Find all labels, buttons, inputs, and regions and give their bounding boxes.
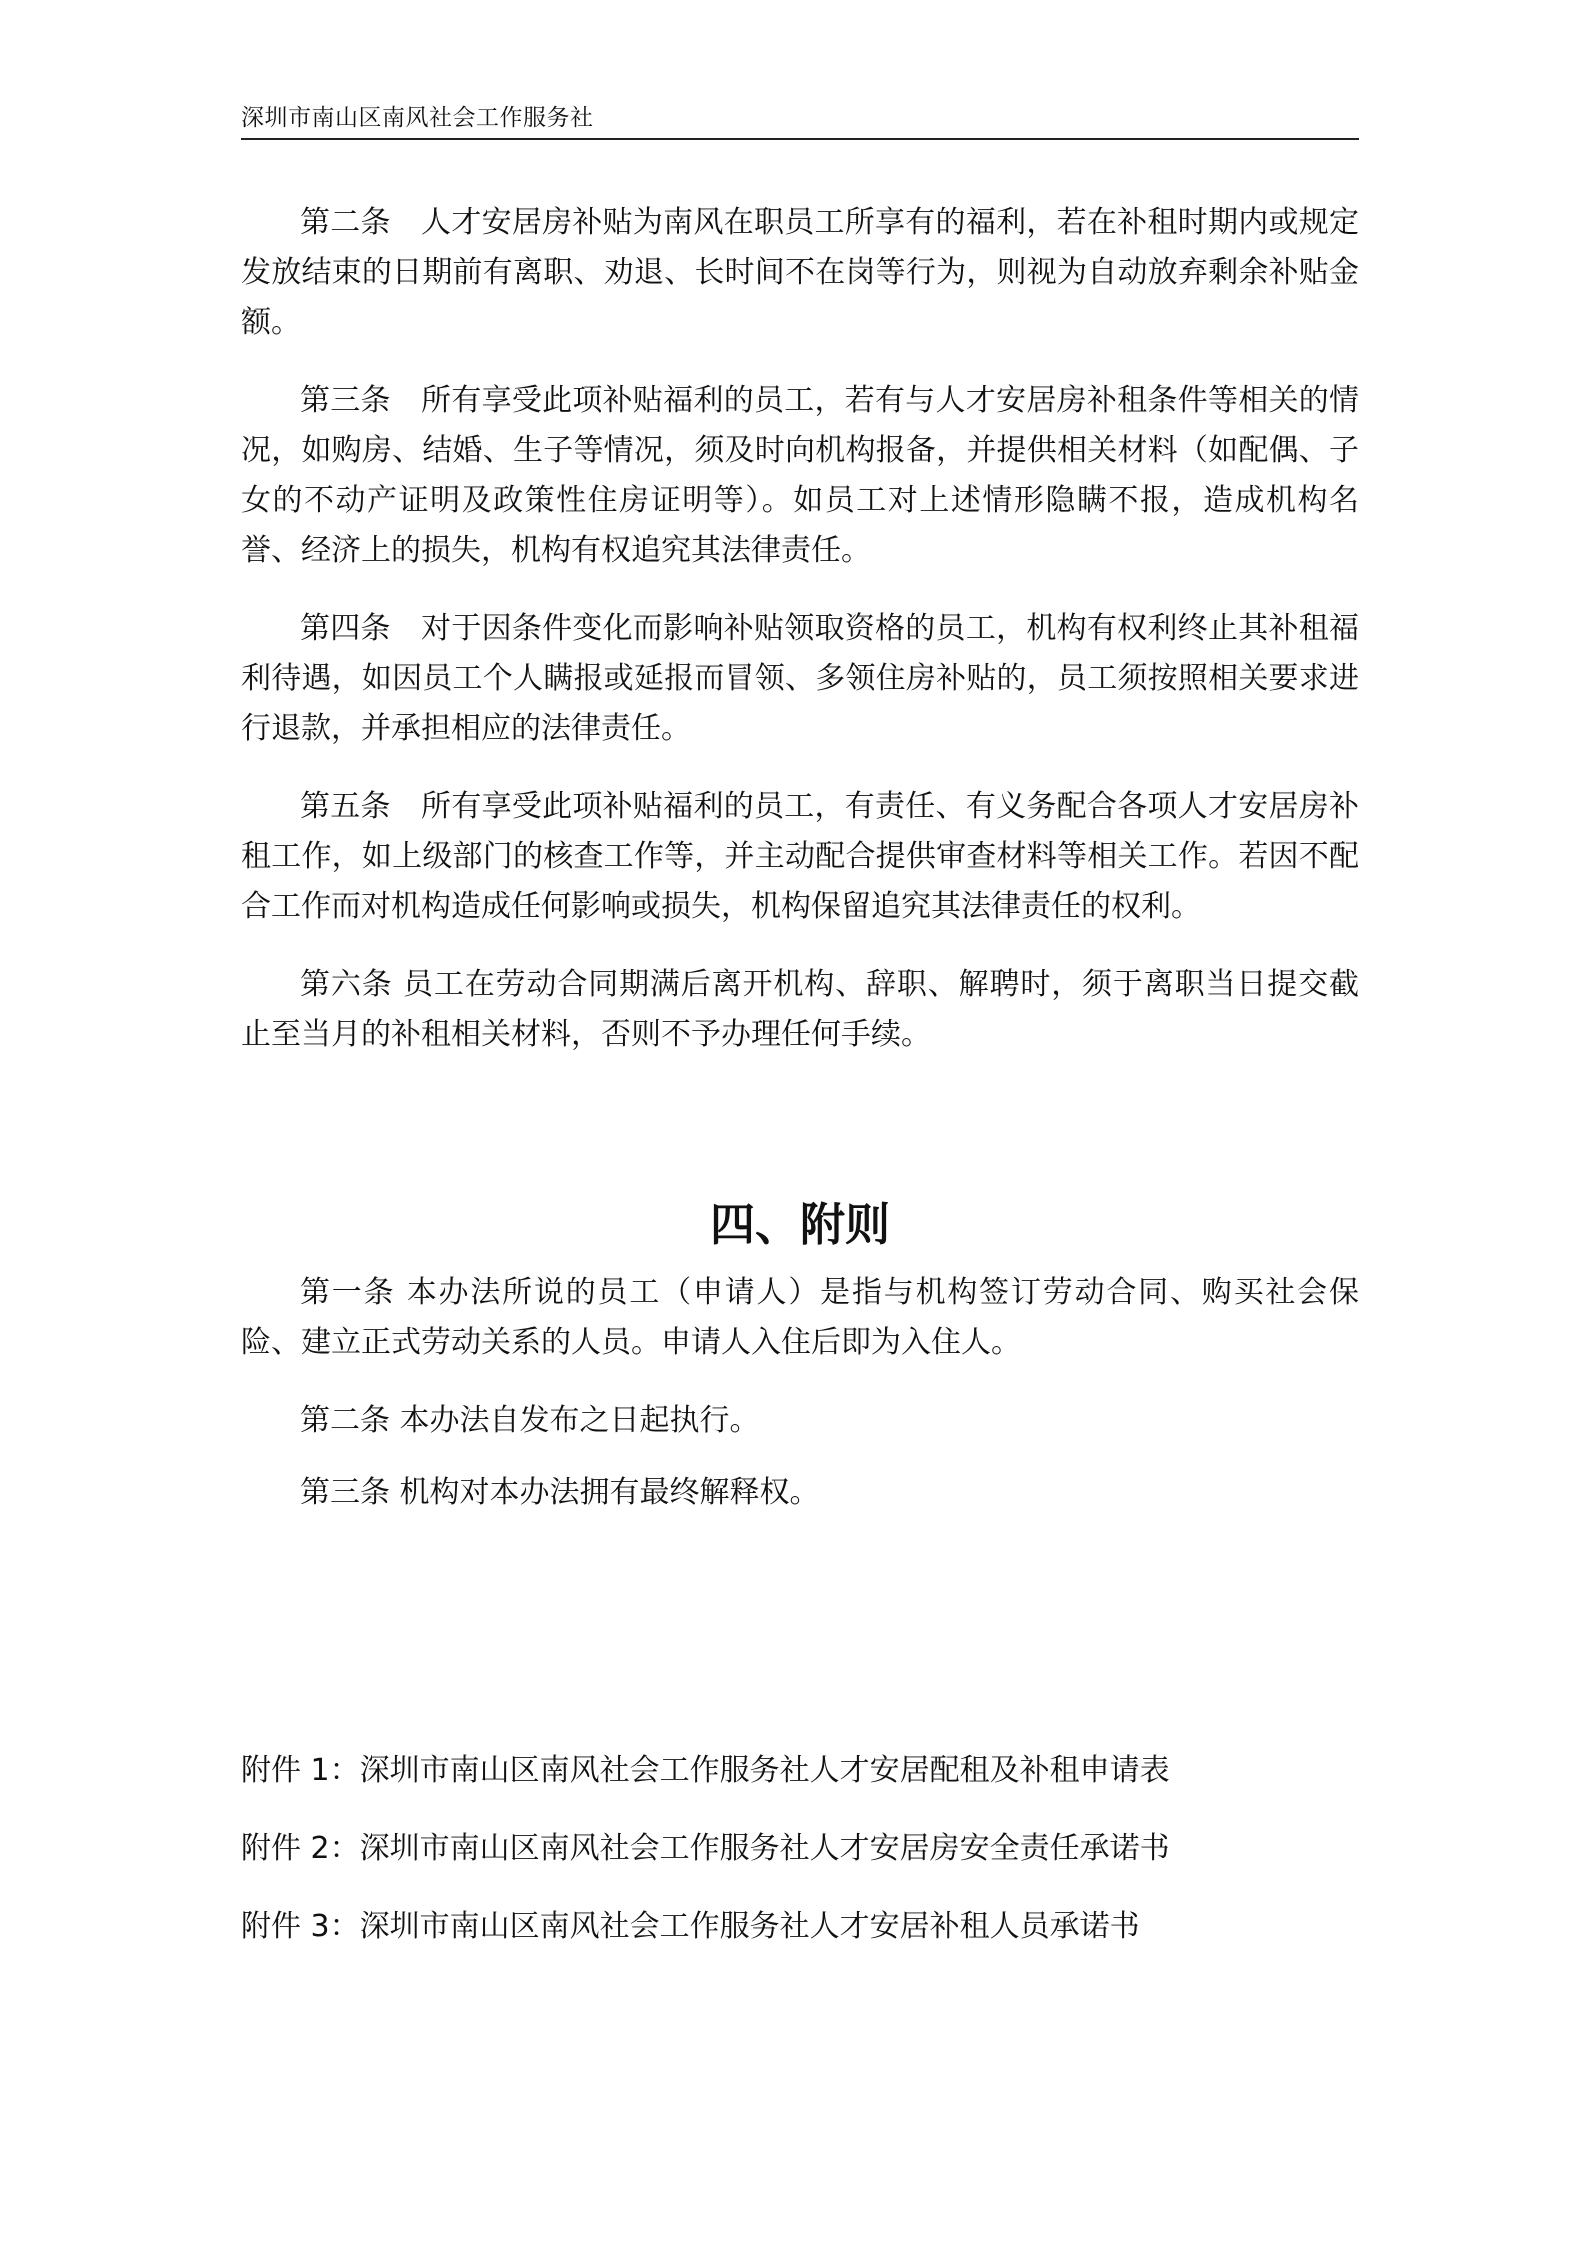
article-6: 第六条 员工在劳动合同期满后离开机构、辞职、解聘时，须于离职当日提交截止至当月的补租相关材料，否则不予办理任何手续。	[241, 967, 1359, 1052]
supplementary-article-2: 第二条 本办法自发布之日起执行。	[300, 1403, 760, 1438]
header-org-name: 深圳市南山区南风社会工作服务社	[241, 105, 594, 131]
section-spacer	[241, 1088, 1359, 1200]
attachment-2: 附件 2：深圳市南山区南风社会工作服务社人才安居房安全责任承诺书	[241, 1831, 1170, 1866]
supplementary-article-3: 第三条 机构对本办法拥有最终解释权。	[300, 1475, 820, 1510]
article-5: 第五条 所有享受此项补贴福利的员工，有责任、有义务配合各项人才安居房补租工作，如上级部门的核查工作等，并主动配合提供审查材料等相关工作。若因不配合工作而对机构造成任何影响或损失，机构保留追究其法律责任的权利。	[241, 789, 1359, 924]
attachment-3: 附件 3：深圳市南山区南风社会工作服务社人才安居补租人员承诺书	[241, 1909, 1140, 1944]
article-4: 第四条 对于因条件变化而影响补贴领取资格的员工，机构有权利终止其补租福利待遇，如因员工个人瞒报或延报而冒领、多领住房补贴的，员工须按照相关要求进行退款，并承担相应的法律责任。	[241, 611, 1359, 746]
attachments-spacer	[241, 1540, 1359, 1746]
section-title: 四、附则	[709, 1198, 890, 1251]
article-2: 第二条 人才安居房补贴为南风在职员工所享有的福利，若在补租时期内或规定发放结束的日期前有离职、劝退、长时间不在岗等行为，则视为自动放弃剩余补贴金额。	[241, 205, 1359, 340]
article-3: 第三条 所有享受此项补贴福利的员工，若有与人才安居房补租条件等相关的情况，如购房、结婚、生子等情况，须及时向机构报备，并提供相关材料（如配偶、子女的不动产证明及政策性住房证明等）。如员工对上述情形隐瞒不报，造成机构名誉、经济上的损失，机构有权追究其法律责任。	[241, 383, 1359, 568]
supplementary-article-1: 第一条 本办法所说的员工（申请人）是指与机构签订劳动合同、购买社会保险、建立正式劳动关系的人员。申请人入住后即为入住人。	[241, 1275, 1359, 1360]
document-body	[241, 198, 1359, 1980]
page-header	[241, 98, 1359, 140]
attachment-1: 附件 1：深圳市南山区南风社会工作服务社人才安居配租及补租申请表	[241, 1753, 1170, 1788]
